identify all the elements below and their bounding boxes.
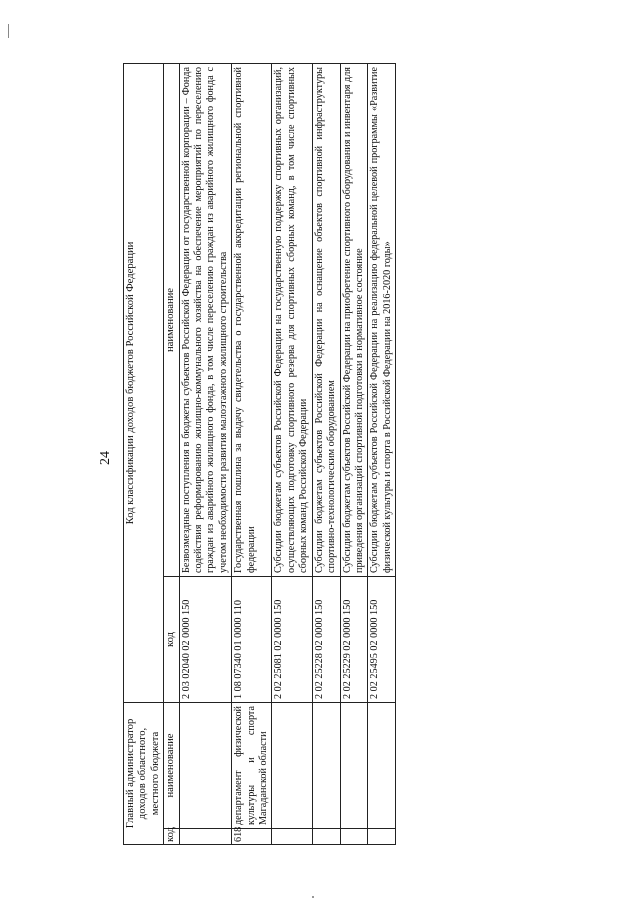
income-code-cell: 1 08 07340 01 0000 110 <box>232 576 272 702</box>
admin-code-cell <box>312 829 340 845</box>
admin-code-cell <box>272 829 312 845</box>
admin-name-cell: департамент физической культуры и спорта Магаданской области <box>232 702 272 828</box>
header-income-code: код <box>164 576 179 702</box>
income-code-cell: 2 02 25081 02 0000 150 <box>272 576 312 702</box>
income-code-cell: 2 02 25495 02 0000 150 <box>368 576 396 702</box>
admin-code-cell <box>179 829 232 845</box>
admin-name-cell <box>312 702 340 828</box>
scan-dot <box>312 896 314 898</box>
table-row <box>232 64 272 845</box>
rotated-table-wrapper <box>123 63 539 845</box>
header-income-name: наименование <box>164 64 179 577</box>
income-classification-table <box>123 63 539 845</box>
income-name-cell: Безвозмездные поступления в бюджеты субъектов Российской Федерации от государственной корпорации – Фонда содействия реформированию жилищно-коммунального хозяйства на обеспечение мероприятий по переселению граждан из аварийного жилищного фонда, в том числе переселению граждан из аварийного жилищного фонда с учетом необходимости развития малоэтажного жилищного строительства <box>179 64 232 577</box>
table-row <box>312 64 340 845</box>
admin-code-cell <box>340 829 368 845</box>
header-admin-code: код <box>164 829 179 845</box>
admin-code-cell: 618 <box>232 829 272 845</box>
income-code-cell: 2 02 25229 02 0000 150 <box>340 576 368 702</box>
header-classification-group: Код классификации доходов бюджетов Российской Федерации <box>124 64 164 703</box>
table-row <box>340 64 368 845</box>
header-admin-group: Главный администратор доходов областного, местного бюджета <box>124 702 164 844</box>
admin-name-cell <box>272 702 312 828</box>
income-name-cell: Субсидии бюджетам субъектов Российской Федерации на государственную поддержку спортивных организаций, осуществляющих подготовку спортивного резерва для спортивных сборных команд, в том числе спортивных сборных команд Российской Федерации <box>272 64 312 577</box>
header-admin-name: наименование <box>164 702 179 828</box>
admin-name-cell <box>179 702 232 828</box>
income-code-cell: 2 03 02040 02 0000 150 <box>179 576 232 702</box>
admin-code-cell <box>368 829 396 845</box>
admin-name-cell <box>368 702 396 828</box>
admin-name-cell <box>340 702 368 828</box>
income-name-cell: Субсидии бюджетам субъектов Российской Федерации на приобретение спортивного оборудования и инвентаря для приведения организаций спортивной подготовки в нормативное состояние <box>340 64 368 577</box>
table-row <box>272 64 312 845</box>
income-code-cell: 2 02 25228 02 0000 150 <box>312 576 340 702</box>
income-name-cell: Субсидии бюджетам субъектов Российской Федерации на реализацию федеральной целевой программы «Развитие физической культуры и спорта в Российской Федерации на 2016-2020 годы» <box>368 64 396 577</box>
page-number: 24 <box>98 451 113 465</box>
table-row <box>179 64 232 845</box>
scan-margin-mark <box>8 24 9 38</box>
table-row <box>368 64 396 845</box>
header-row-columns <box>164 64 179 845</box>
income-name-cell: Субсидии бюджетам субъектов Российской Федерации на оснащение объектов спортивной инфраструктуры спортивно-технологическим оборудованием <box>312 64 340 577</box>
income-name-cell: Государственная пошлина за выдачу свидетельства о государственной аккредитации региональной спортивной федерации <box>232 64 272 577</box>
header-row-group <box>124 64 164 845</box>
